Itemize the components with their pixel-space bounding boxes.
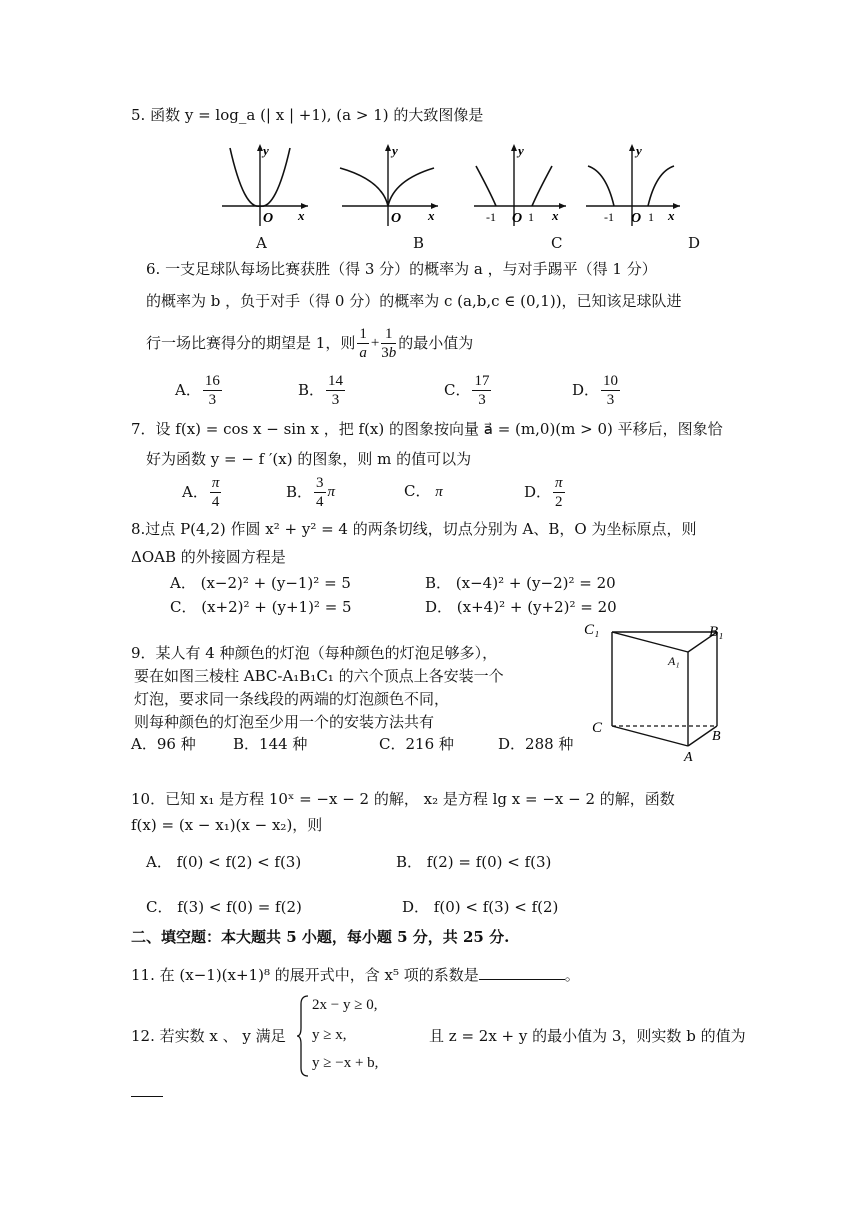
q5-choice-d: D — [688, 234, 701, 252]
q5-a-x-label: x — [298, 208, 305, 223]
svg-text:y: y — [518, 143, 524, 158]
q5-graph-b — [338, 142, 440, 228]
q6-line1: 6. 一支足球队每场比赛获胜（得 3 分）的概率为 a ，与对手踢平（得 1 分） — [146, 260, 657, 278]
q5-choice-b: B — [413, 234, 425, 252]
svg-text:1: 1 — [528, 210, 534, 224]
svg-text:x: x — [428, 208, 435, 223]
q7-option-d: D． $\frac{\pi}{2}$ — [524, 474, 563, 510]
q7-line2: 好为函数 y = − f ′(x) 的图象，则 m 的值可以为 — [146, 450, 472, 468]
svg-text:x: x — [552, 208, 559, 223]
svg-text:O: O — [631, 211, 642, 226]
q7-option-a: A． $\frac{\pi}{4}$ — [182, 474, 220, 510]
q6-line3-pre: 行一场比赛得分的期望是 1，则 — [146, 334, 356, 352]
q10-option-b: B． f(2) = f(0) < f(3) — [396, 853, 552, 871]
svg-text:-1: -1 — [604, 210, 614, 224]
q12-answer-blank[interactable] — [131, 1096, 163, 1097]
q12-brace — [296, 994, 310, 1078]
q9-option-b: B．144 种 — [233, 735, 308, 753]
q5-graph-d — [584, 142, 684, 228]
q9-prism-figure — [580, 616, 730, 766]
q9-line4: 则每种颜色的灯泡至少用一个的安装方法共有 — [134, 713, 435, 731]
q5-graph-a — [218, 142, 310, 228]
svg-text:-1: -1 — [486, 210, 496, 224]
q9-option-a: A．96 种 — [131, 735, 196, 753]
label-c: C — [592, 720, 603, 736]
q6-line3: 行一场比赛得分的期望是 1，则 $\frac{1}{a}$ + $\frac{1}{3b}$ 的最小值为 — [146, 325, 474, 361]
q8-option-c: C． (x+2)² + (y+1)² = 5 — [170, 598, 352, 616]
q7-option-c: C． π — [404, 482, 443, 500]
q6-frac-1-3b: $\frac{1}{3b}$ — [381, 325, 397, 361]
q5-choice-c: C — [551, 234, 563, 252]
q6-line3-post: 的最小值为 — [398, 334, 474, 352]
label-c1: C₁ — [584, 622, 600, 638]
q8-line2: ΔOAB 的外接圆方程是 — [131, 548, 286, 566]
q5-a-y-label: y — [263, 143, 269, 158]
q12-constraint-1: 2x − y ≥ 0, — [312, 997, 378, 1013]
q6-option-d: D． $\frac{10}{3}$ — [572, 372, 619, 408]
q9-line3: 灯泡，要求同一条线段的两端的灯泡颜色不同， — [134, 690, 450, 708]
q11-answer-blank[interactable] — [479, 965, 565, 980]
q8-line1: 8.过点 P(4,2) 作圆 x² + y² = 4 的两条切线，切点分别为 A、B，O 为坐标原点，则 — [131, 520, 697, 538]
q8-option-b: B． (x−4)² + (y−2)² = 20 — [425, 574, 616, 592]
svg-text:y: y — [636, 143, 642, 158]
q11: 11. 在 (x−1)(x+1)⁸ 的展开式中，含 x⁵ 项的系数是 。 — [131, 966, 580, 984]
q5-a-origin-label: O — [263, 211, 274, 226]
q12-post: 且 z = 2x + y 的最小值为 3，则实数 b 的值为 — [429, 1027, 746, 1045]
q9-line1: 9．某人有 4 种颜色的灯泡（每种颜色的灯泡足够多）， — [131, 644, 498, 662]
q12-constraint-3: y ≥ −x + b, — [312, 1055, 379, 1071]
q10-option-c: C． f(3) < f(0) = f(2) — [146, 898, 302, 916]
q8-option-a: A． (x−2)² + (y−1)² = 5 — [170, 574, 351, 592]
svg-text:x: x — [668, 208, 675, 223]
q12-pre: 12. 若实数 x 、 y 满足 — [131, 1027, 286, 1045]
q7-line1: 7．设 f(x) = cos x − sin x ，把 f(x) 的图象按向量 a⃗ = (m,0)(m > 0) 平移后，图象恰 — [131, 420, 723, 438]
q9-option-d: D．288 种 — [498, 735, 574, 753]
q12-constraint-2: y ≥ x, — [312, 1027, 347, 1043]
q6-line2: 的概率为 b ，负于对手（得 0 分）的概率为 c (a,b,c ∈ (0,1))，已知该足球队进 — [146, 292, 682, 310]
svg-text:O: O — [391, 211, 402, 226]
q10-option-d: D． f(0) < f(3) < f(2) — [402, 898, 559, 916]
label-b: B — [712, 729, 721, 744]
svg-text:y: y — [392, 143, 398, 158]
section-2-heading: 二、填空题：本大题共 5 小题，每小题 5 分，共 25 分. — [131, 928, 510, 946]
q5-stem: 5. 函数 y = log_a (| x | +1), (a > 1) 的大致图像是 — [131, 106, 484, 124]
q9-option-c: C．216 种 — [379, 735, 454, 753]
label-a1: A₁ — [668, 654, 680, 668]
q11-text: 11. 在 (x−1)(x+1)⁸ 的展开式中，含 x⁵ 项的系数是 — [131, 966, 479, 984]
q6-option-b: B． $\frac{14}{3}$ — [298, 372, 344, 408]
q10-option-a: A． f(0) < f(2) < f(3) — [146, 853, 302, 871]
svg-text:O: O — [512, 211, 523, 226]
q5-graph-c — [472, 142, 568, 228]
q7-option-b: B． $\frac{3}{4}$ π — [286, 474, 336, 510]
q6-option-c: C． $\frac{17}{3}$ — [444, 372, 490, 408]
svg-text:1: 1 — [648, 210, 654, 224]
label-b1: B₁ — [709, 624, 724, 640]
q10-line1: 10．已知 x₁ 是方程 10ˣ = −x − 2 的解， x₂ 是方程 lg x = −x − 2 的解，函数 — [131, 790, 675, 808]
q5-choice-a: A — [256, 234, 267, 252]
q8-option-d: D． (x+4)² + (y+2)² = 20 — [425, 598, 617, 616]
q6-option-a: A． $\frac{16}{3}$ — [175, 372, 220, 408]
q6-frac-1-a: $\frac{1}{a}$ — [359, 325, 367, 361]
q9-line2: 要在如图三棱柱 ABC-A₁B₁C₁ 的六个顶点上各安装一个 — [134, 667, 504, 685]
q10-line2: f(x) = (x − x₁)(x − x₂)，则 — [131, 816, 323, 834]
label-a: A — [684, 750, 693, 765]
